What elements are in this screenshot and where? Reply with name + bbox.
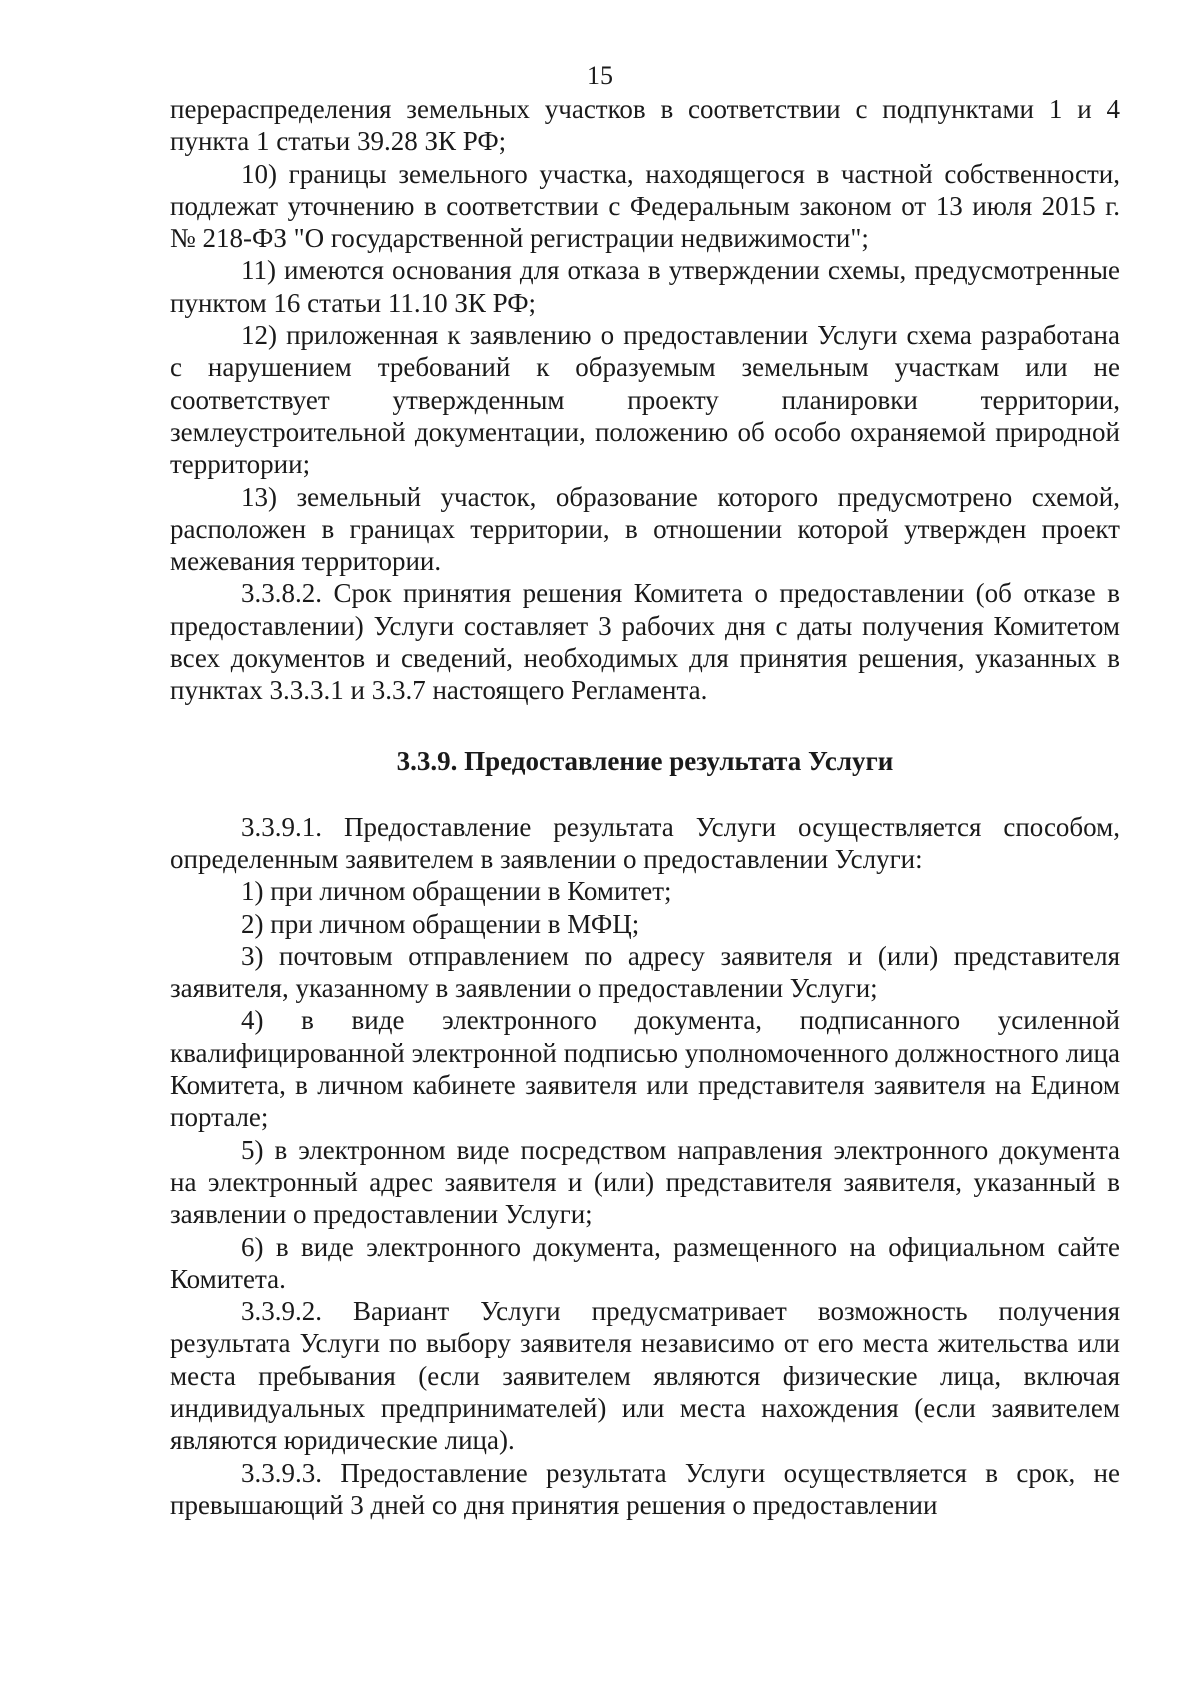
page-number: 15 xyxy=(587,61,613,90)
paragraph: 3.3.9.3. Предоставление результата Услуги осуществляется в срок, не превышающий 3 дней со дня принятия решения о предоставлении xyxy=(170,1457,1120,1520)
document-body xyxy=(170,93,1120,1521)
list-item: 13) земельный участок, образование которого предусмотрено схемой, расположен в границах территории, в отношении которой утвержден проект межевания территории. xyxy=(170,481,1120,577)
paragraph: перераспределения земельных участков в соответствии с подпунктами 1 и 4 пункта 1 статьи 39.28 ЗК РФ; xyxy=(170,94,1120,157)
list-item: 5) в электронном виде посредством направления электронного документа на электронный адрес заявителя и (или) представителя заявителя, указанный в заявлении о предоставлении Услуги; xyxy=(170,1134,1120,1230)
list-item: 10) границы земельного участка, находящегося в частной собственности, подлежат уточнению в соответствии с Федеральным законом от 13 июля 2015 г. № 218-ФЗ "О государственной регистрации недвижимости"; xyxy=(170,158,1120,254)
list-item: 3) почтовым отправлением по адресу заявителя и (или) представителя заявителя, указанному в заявлении о предоставлении Услуги; xyxy=(170,940,1120,1004)
list-item: 4) в виде электронного документа, подписанного усиленной квалифицированной электронной подписью уполномоченного должностного лица Комитета, в личном кабинете заявителя или представителя заявителя на Едином портале; xyxy=(170,1005,1120,1133)
list-item: 11) имеются основания для отказа в утверждении схемы, предусмотренные пунктом 16 статьи 11.10 ЗК РФ; xyxy=(170,255,1120,318)
section-heading: 3.3.9. Предоставление результата Услуги xyxy=(396,745,894,776)
paragraph: 3.3.9.1. Предоставление результата Услуги осуществляется способом, определенным заявителем в заявлении о предоставлении Услуги: xyxy=(170,811,1120,874)
list-item: 6) в виде электронного документа, размещенного на официальном сайте Комитета. xyxy=(170,1231,1120,1294)
paragraph: 3.3.8.2. Срок принятия решения Комитета о предоставлении (об отказе в предоставлении) Услуги составляет 3 рабочих дня с даты получения Комитетом всех документов и сведений, необходимых для принятия решения, указанных в пунктах 3.3.3.1 и 3.3.7 настоящего Регламента. xyxy=(170,578,1120,706)
list-item: 2) при личном обращении в МФЦ; xyxy=(241,908,640,939)
list-item: 12) приложенная к заявлению о предоставлении Услуги схема разработана с нарушением требований к образуемым земельным участкам или не соответствует утвержденным проекту планировки территории, землеустроительной документации, положению об особо охраняемой природной территории; xyxy=(170,320,1120,480)
paragraph: 3.3.9.2. Вариант Услуги предусматривает возможность получения результата Услуги по выбору заявителя независимо от его места жительства или места пребывания (если заявителем являются физические лица, включая индивидуальных предпринимателей) или места нахождения (если заявителем являются юридические лица). xyxy=(170,1296,1120,1456)
list-item: 1) при личном обращении в Комитет; xyxy=(241,876,672,907)
